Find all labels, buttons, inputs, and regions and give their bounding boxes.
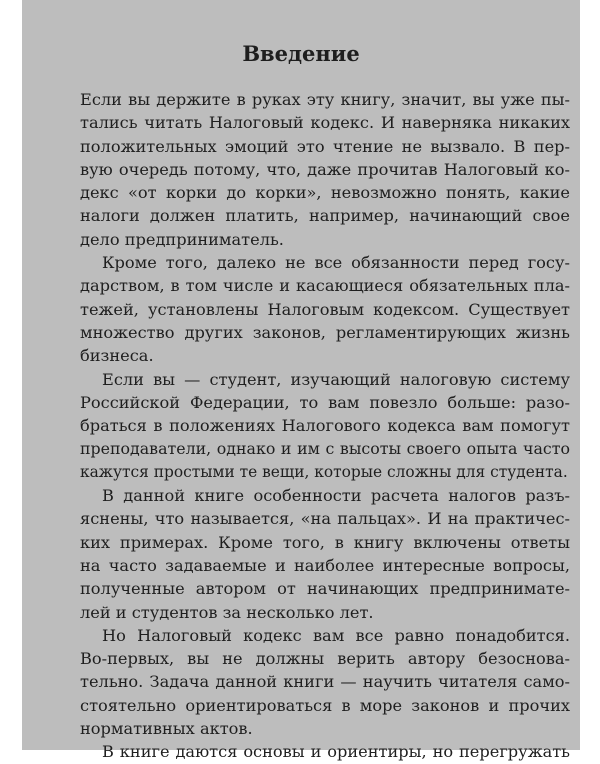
text-line: Если вы — студент, изучающий налоговую систему: [102, 369, 570, 389]
text-line: Во-первых, вы не должны верить автору безоснова-: [80, 649, 570, 669]
body-text: [80, 88, 570, 764]
text-line: тались читать Налоговый кодекс. И наверняка никаких: [80, 113, 570, 133]
text-line: преподаватели, однако и им с высоты своего опыта часто: [80, 439, 570, 459]
text-line: яснены, что называется, «на пальцах». И на практичес-: [80, 509, 570, 529]
text-line: дарством, в том числе и касающиеся обязательных пла-: [80, 276, 570, 296]
text-line: кажутся простыми те вещи, которые сложны для студента.: [80, 462, 568, 481]
text-line: положительных эмоций это чтение не вызвало. В пер-: [80, 136, 570, 156]
text-line: налоги должен платить, например, начинающий свое: [80, 206, 570, 226]
text-line: лей и студентов за несколько лет.: [80, 602, 374, 622]
text-line: Российской Федерации, то вам повезло больше: разо-: [80, 392, 570, 412]
text-line: на часто задаваемые и наиболее интересные вопросы,: [80, 555, 570, 575]
text-line: бизнеса.: [80, 346, 154, 366]
text-line: декс «от корки до корки», невозможно понять, какие: [80, 183, 570, 203]
text-line: В книге даются основы и ориентиры, но перегружать: [102, 742, 570, 762]
text-line: Если вы держите в руках эту книгу, значит, вы уже пы-: [80, 90, 570, 109]
text-line: множество других законов, регламентирующих жизнь: [80, 322, 570, 342]
text-line: дело предприниматель.: [80, 229, 284, 249]
text-line: Кроме того, далеко не все обязанности перед госу-: [102, 253, 570, 273]
text-line: вую очередь потому, что, даже прочитав Налоговый ко-: [80, 159, 570, 179]
text-line: браться в положениях Налогового кодекса вам помогут: [80, 416, 570, 436]
text-line: тельно. Задача данной книги — научить читателя само-: [80, 672, 570, 692]
text-line: тежей, установлены Налоговым кодексом. Существует: [80, 299, 570, 319]
text-line: нормативных актов.: [80, 719, 253, 739]
text-line: стоятельно ориентироваться в море законов и прочих: [80, 695, 570, 715]
page-title: Введение: [242, 41, 360, 66]
text-line: В данной книге особенности расчета налогов разъ-: [102, 486, 570, 506]
text-line: ких примерах. Кроме того, в книгу включены ответы: [80, 532, 570, 552]
text-line: Но Налоговый кодекс вам все равно понадобится.: [102, 625, 570, 645]
book-page: [22, 0, 580, 762]
text-line: полученные автором от начинающих предпринимате-: [80, 579, 570, 599]
